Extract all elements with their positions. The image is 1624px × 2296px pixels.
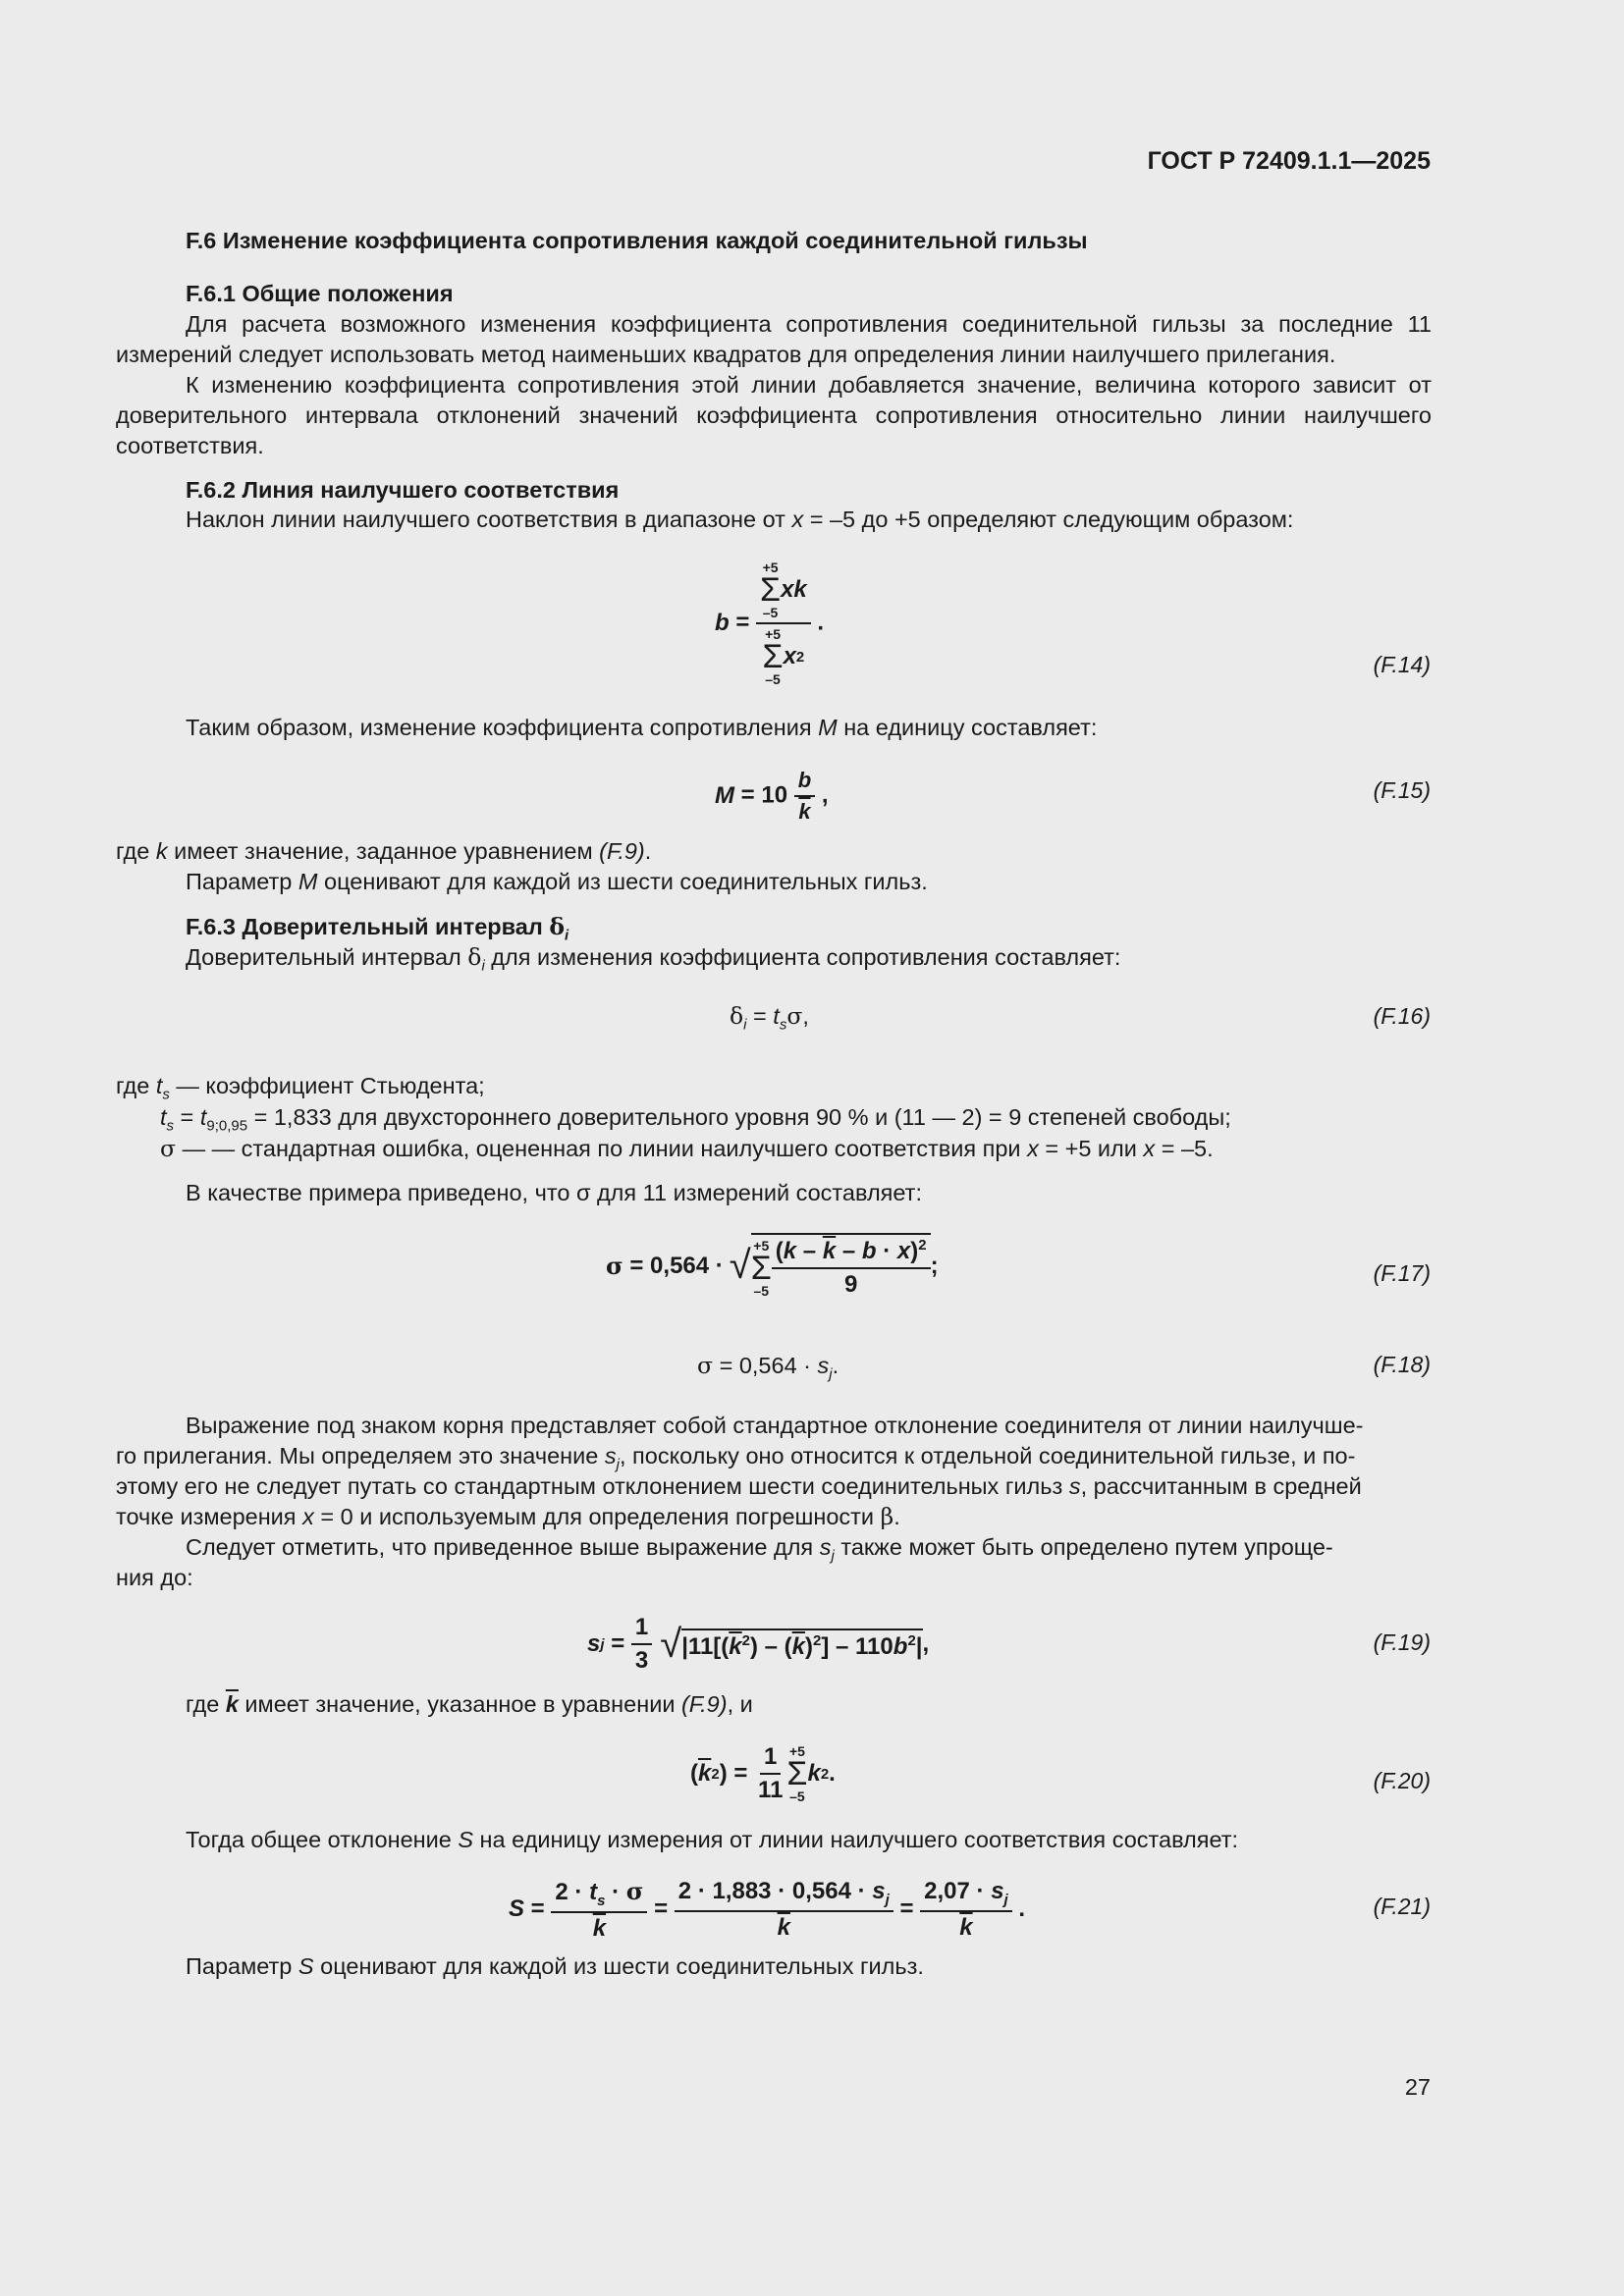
- paragraph: В качестве примера приведено, что σ для 11 измерений составляет:: [186, 1180, 922, 1205]
- paragraph: Наклон линии наилучшего соответствия в диапазоне от x = –5 до +5 определяют следующим образом:: [186, 507, 1294, 532]
- formula-f19: s j = $\frac{1}{3}$ √ $|11[(\overline{k}^2) - (\overline{k})^2] - 110b^2|$ ,: [587, 1614, 930, 1674]
- section-f61-title: F.6.1 Общие положения: [186, 281, 454, 306]
- paragraph: Таким образом, изменение коэффициента сопротивления M на единицу составляет:: [186, 715, 1098, 740]
- formula-f14: b = +5 Σ –5 xk +5 Σ –5 x 2 .: [715, 560, 825, 687]
- equation-number: (F.21): [1373, 1894, 1431, 1919]
- equation-number: (F.16): [1373, 1003, 1431, 1029]
- equation-number: (F.19): [1373, 1629, 1431, 1655]
- definition-sigma: σ — — стандартная ошибка, оцененная по линии наилучшего соответствия при x = +5 или x = –5.: [160, 1135, 1214, 1162]
- paragraph-line: точке измерения x = 0 и используемым для определения погрешности β.: [116, 1503, 900, 1530]
- paragraph-line: этому его не следует путать со стандартным отклонением шести соединительных гильз s, рассчитанным в средней: [116, 1473, 1362, 1499]
- page-number: 27: [1404, 2074, 1431, 2100]
- formula-f18: $\sigma = 0,564 \cdot s_j$.: [697, 1352, 839, 1383]
- formula-f15: M = 10 $\frac{b}{k}$ ,: [715, 768, 829, 824]
- paragraph: К изменению коэффициента сопротивления этой линии добавляется значение, величина которого зависит от доверительного интервала отклонений значений коэффициента сопротивления относительно линии наилучшего соответствия.: [116, 372, 1432, 458]
- equation-number: (F.17): [1373, 1260, 1431, 1286]
- paragraph-line: Выражение под знаком корня представляет собой стандартное отклонение соединителя от линии наилучше-: [186, 1413, 1364, 1438]
- paragraph: Тогда общее отклонение S на единицу измерения от линии наилучшего соответствия составляет:: [186, 1827, 1239, 1852]
- paragraph-line: ния до:: [116, 1565, 193, 1590]
- paragraph: Для расчета возможного изменения коэффициента сопротивления соединительной гильзы за последние 11 измерений следует использовать метод наименьших квадратов для определения линии наилучшего прилегания.: [116, 311, 1432, 367]
- paragraph-line: го прилегания. Мы определяем это значение $s_j$, поскольку оно относится к отдельной соединительной гильзе, и по-: [116, 1443, 1356, 1473]
- paragraph: Доверительный интервал $\delta_i$ для изменения коэффициента сопротивления составляет:: [186, 943, 1121, 975]
- paragraph: Параметр M оценивают для каждой из шести соединительных гильз.: [186, 869, 928, 894]
- formula-f16: $\delta_i = t_s\sigma$,: [730, 1002, 809, 1034]
- definition-ts: где $t_s$ — коэффициент Стьюдента;: [116, 1073, 485, 1103]
- definition-ts-value: $t_s = t_{9;0,95} = 1,833$ для двухстороннего доверительного уровня 90 % и (11 — 2) = 9 степеней свободы;: [160, 1104, 1231, 1135]
- formula-f21: S = $\frac{2 \cdot t_s \cdot \sigma}{k}$ = $\frac{2 \cdot 1,883 \cdot 0,564 \cdot s_j}{k}$ = $\frac{2,07 \cdot s_j}{k}$ .: [509, 1877, 1026, 1942]
- paragraph: где $\overline{k}$ имеет значение, указанное в уравнении (F.9), и: [186, 1691, 753, 1717]
- equation-number: (F.18): [1373, 1352, 1431, 1377]
- section-f62-title: F.6.2 Линия наилучшего соответствия: [186, 477, 620, 503]
- equation-number: (F.15): [1373, 777, 1431, 803]
- section-f63-title: F.6.3 Доверительный интервал $\delta_i$: [186, 913, 569, 944]
- paragraph: где k имеет значение, заданное уравнением (F.9).: [116, 838, 652, 864]
- document-header: ГОСТ Р 72409.1.1—2025: [1147, 147, 1431, 175]
- equation-number: (F.20): [1373, 1768, 1431, 1793]
- formula-f20: ( $\overline{k}$ 2 ) = $\frac{1}{11}$ +5 Σ –5 k 2 .: [690, 1743, 836, 1804]
- section-f6-title: F.6 Изменение коэффициента сопротивления каждой соединительной гильзы: [186, 228, 1088, 253]
- paragraph-line: Следует отметить, что приведенное выше выражение для $s_j$ также может быть определено путем упроще-: [186, 1534, 1333, 1565]
- formula-f17: σ = 0,564 · √ +5 Σ –5 $\frac{(k - \overline{k} - b \cdot x)^2}{9}$ ;: [606, 1233, 939, 1299]
- equation-number: (F.14): [1373, 652, 1431, 677]
- paragraph: Параметр S оценивают для каждой из шести соединительных гильз.: [186, 1953, 924, 1979]
